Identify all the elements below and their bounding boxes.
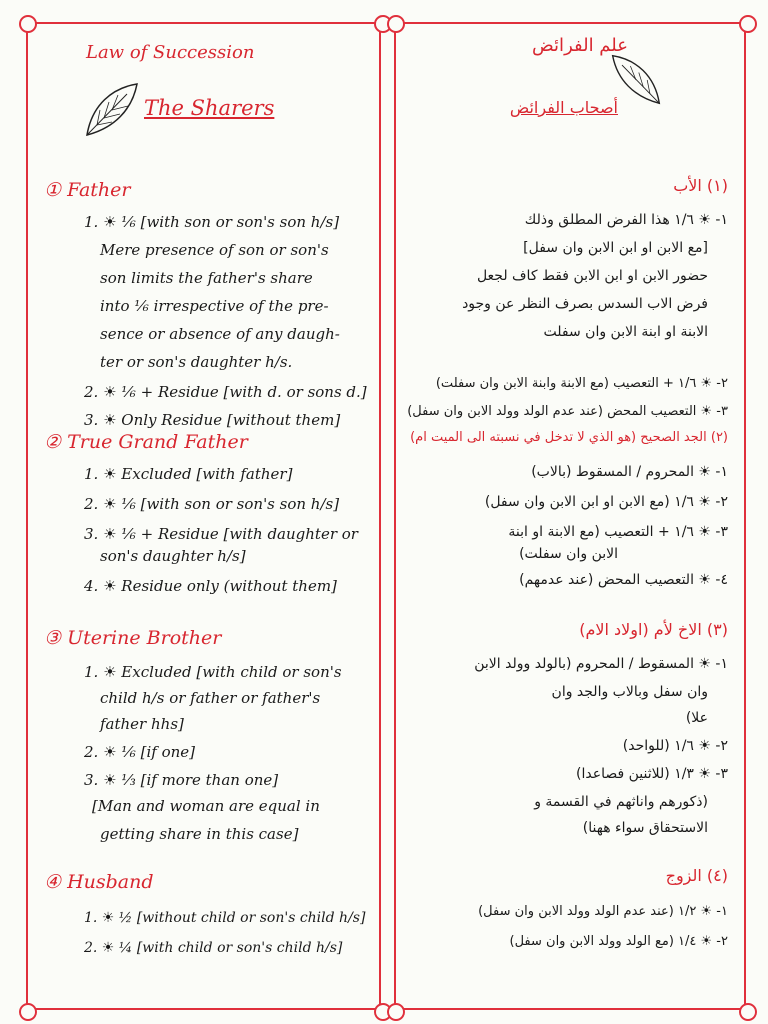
ar-uterine-note-line: (ذكورهم واناثهم في القسمة و [534,794,708,810]
grandfather-rule-4: 4. ☀ Residue only (without them] [84,577,337,595]
ar-father-heading: (١) الأب [673,176,728,195]
left-title: Law of Succession [86,42,255,63]
corner-ornament [19,1003,37,1021]
uterine-rule-2: 2. ☀ ⅙ [if one] [84,743,195,761]
ar-husband-heading: (٤) الزوج [665,866,728,885]
corner-ornament [387,15,405,33]
ar-grandfather-note-line: الابن وان سفلت) [519,546,618,562]
ar-grandfather-rule-3: ٣- ☀ ١/٦ + التعصيب (مع الابنة او ابنة [508,524,728,540]
grandfather-note-line: son's daughter h/s] [100,547,246,565]
ar-husband-rule-2: ٢- ☀ ١/٤ (مع الولد وولد الابن وان سفل) [509,934,728,949]
father-rule-3: 3. ☀ Only Residue [without them] [84,411,341,429]
corner-ornament [739,1003,757,1021]
left-subtitle: The Sharers [144,96,275,120]
uterine-note-line: [Man and woman are equal in [92,797,320,815]
right-subtitle: أصحاب الفرائض [509,98,618,117]
ar-uterine-note-line: علا) [685,710,708,726]
ar-uterine-rule-2: ٢- ☀ ١/٦ (للواحد) [622,738,728,754]
ar-uterine-rule-3: ٣- ☀ ١/٣ (للاثنين فصاعدا) [576,766,728,782]
father-rule-2: 2. ☀ ⅙ + Residue [with d. or sons d.] [84,383,367,401]
husband-rule-1: 1. ☀ ½ [without child or son's child h/s] [84,910,366,926]
grandfather-heading: ② True Grand Father [44,431,248,453]
father-heading: ① Father [44,179,131,201]
corner-ornament [739,15,757,33]
father-note-line: Mere presence of son or son's [100,241,329,259]
uterine-rule-3: 3. ☀ ⅓ [if more than one] [84,771,279,789]
ar-father-rule-2: ٢- ☀ ١/٦ + التعصيب (مع الابنة وابنة الابن وان سفلت) [435,376,728,391]
ar-grandfather-rule-4: ٤- ☀ التعصيب المحض (عند عدمهم) [519,572,728,588]
ar-uterine-note-line: وان سفل وبالاب والجد وان [551,684,708,700]
uterine-note-line: father hhs] [100,715,184,733]
corner-ornament [19,15,37,33]
uterine-note-line: getting share in this case] [100,825,299,843]
uterine-heading: ③ Uterine Brother [44,627,222,649]
father-note-line: ter or son's daughter h/s. [100,353,293,371]
father-note-line: sence or absence of any daugh- [100,325,340,343]
ar-father-note-line: فرض الاب السدس بصرف النظر عن وجود [462,296,708,312]
ar-uterine-heading: (٣) الاخ لأم (اولاد الام) [579,620,728,639]
corner-ornament [387,1003,405,1021]
right-title: علم الفرائض [532,35,628,56]
husband-rule-2: 2. ☀ ¼ [with child or son's child h/s] [84,940,343,956]
uterine-rule-1: 1. ☀ Excluded [with child or son's [84,663,342,681]
father-note-line: into ⅙ irrespective of the pre- [100,297,329,315]
ar-grandfather-rule-2: ٢- ☀ ١/٦ (مع الابن او ابن الابن وان سفل) [484,494,728,510]
grandfather-rule-1: 1. ☀ Excluded [with father] [84,465,293,483]
ar-father-note-line: حضور الابن او ابن الابن فقط كاف لجعل [476,268,708,284]
leaf-icon [82,80,142,140]
ar-grandfather-heading: (٢) الجد الصحيح (هو الذي لا تدخل في نسبته الى الميت ام) [410,430,728,445]
left-panel [26,22,381,1010]
grandfather-rule-2: 2. ☀ ⅙ [with son or son's son h/s] [84,495,340,513]
father-rule-1: 1. ☀ ⅙ [with son or son's son h/s] [84,213,340,231]
ar-father-rule-3: ٣- ☀ التعصيب المحض (عند عدم الولد وولد الابن وان سفل) [407,404,728,419]
ar-father-rule-1: ١- ☀ ١/٦ هذا الفرض المطلق وذلك [524,212,728,228]
father-note-line: son limits the father's share [100,269,313,287]
ar-father-note-line: الابنة او ابنة الابن وان سفلت [543,324,708,340]
ar-uterine-note-line: الاستحقاق سواء ههنا) [582,820,708,836]
right-panel [394,22,746,1010]
ar-father-note-line: [مع الابن او ابن الابن وان سفل] [523,240,708,256]
ar-uterine-rule-1: ١- ☀ المسقوط / المحروم (بالولد وولد الابن [474,656,728,672]
uterine-note-line: child h/s or father or father's [100,689,321,707]
grandfather-rule-3: 3. ☀ ⅙ + Residue [with daughter or [84,525,358,543]
ar-grandfather-rule-1: ١- ☀ المحروم / المسقوط (بالاب) [531,464,728,480]
husband-heading: ④ Husband [44,871,154,893]
ar-husband-rule-1: ١- ☀ ١/٢ (عند عدم الولد وولد الابن وان سفل) [478,904,728,919]
